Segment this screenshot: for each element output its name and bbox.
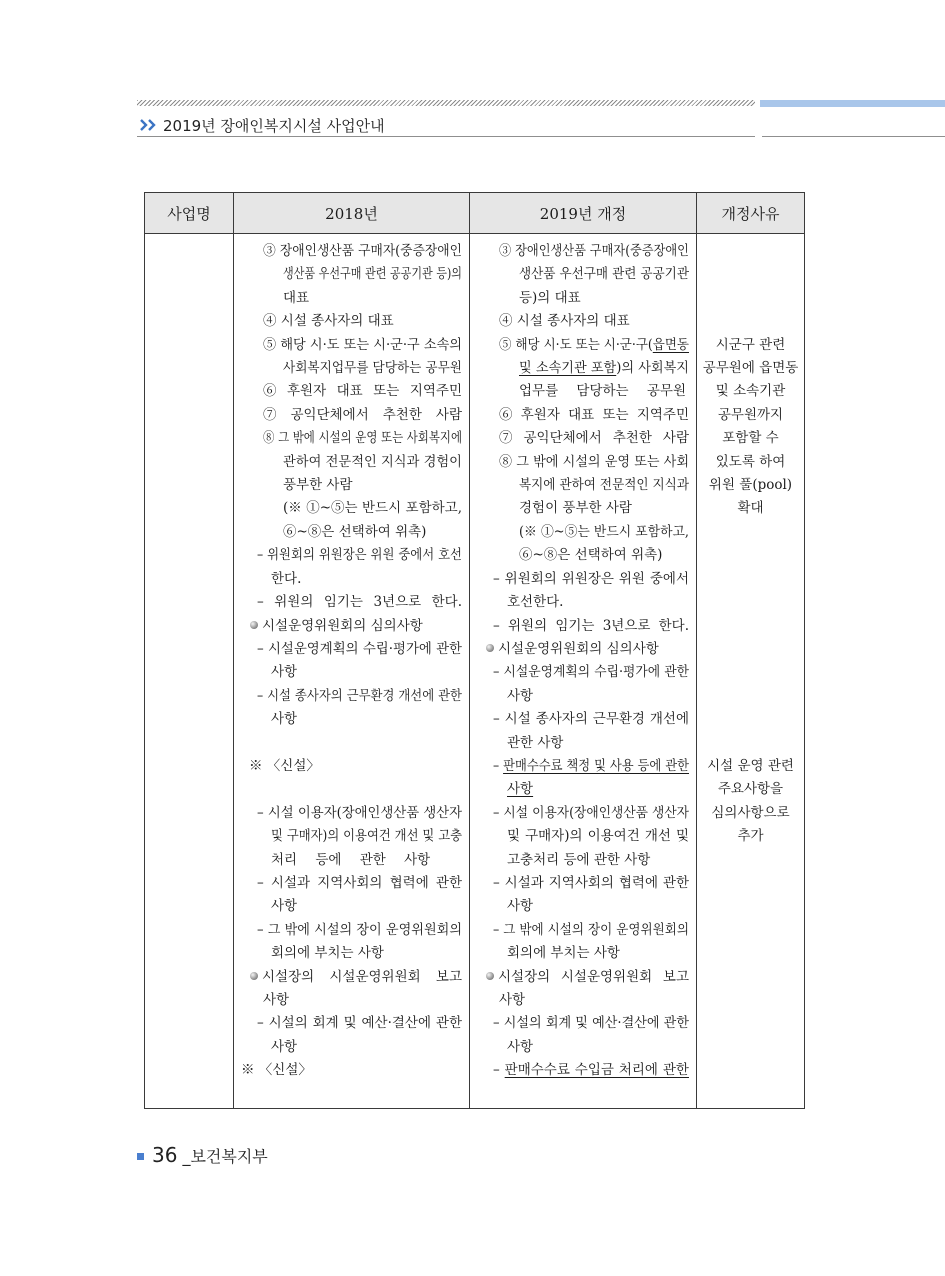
text-line: 사항 xyxy=(263,991,290,1008)
column-header-business-name: 사업명 xyxy=(145,193,234,234)
reason-group-committee-pool xyxy=(697,334,804,521)
text-line: 생산품 우선구매 관련 공공기관 등)의 xyxy=(283,266,462,283)
running-header xyxy=(140,114,385,136)
text-line: – 시설 종사자의 근무환경 개선에 관한 xyxy=(257,687,463,704)
text-line: 한다. xyxy=(271,570,302,587)
bullet-ball-icon xyxy=(486,972,494,980)
reason-line: 심의사항으로 xyxy=(711,804,790,821)
bullet-line-text: 시설운영위원회의 심의사항 xyxy=(262,617,423,634)
text-line: ⑥~⑧은 선택하여 위촉) xyxy=(283,523,427,540)
header-blue-bar xyxy=(760,100,945,107)
bullet-line xyxy=(250,615,423,638)
page-footer xyxy=(152,1143,268,1167)
table-header-row xyxy=(145,193,805,234)
text-line: 및 구매자)의 이용여건 개선 및 고충 xyxy=(271,828,463,845)
header-underline xyxy=(137,136,755,137)
text-segment: ⑤ 해당 시·도 또는 시·군·구( xyxy=(499,336,653,353)
text-line: ⑥ 후원자 대표 또는 지역주민 xyxy=(263,383,462,400)
text-line: – 시설의 회계 및 예산·결산에 관한 xyxy=(257,1015,462,1032)
bullet-ball-icon xyxy=(250,621,258,629)
text-line: – 시설과 지역사회의 협력에 관한 xyxy=(493,874,690,891)
reason-line: 포함할 수 xyxy=(722,430,779,447)
reason-line: 공무원까지 xyxy=(717,406,784,423)
text-line: ⑧ 그 밖에 시설의 운영 또는 사회복지에 xyxy=(263,430,463,447)
text-line: – 시설의 회계 및 예산·결산에 관한 xyxy=(493,1015,689,1032)
column-header-revision-reason: 개정사유 xyxy=(697,193,805,234)
running-header-title: 2019년 장애인복지시설 사업안내 xyxy=(163,116,385,135)
text-line: 관하여 전문적인 지식과 경험이 xyxy=(283,453,462,470)
new-provision-note: ※ 〈신설〉 xyxy=(249,757,320,774)
reason-line: 및 소속기관 xyxy=(715,383,786,400)
text-line: 등)의 대표 xyxy=(519,289,581,306)
column-header-2019-revision: 2019년 개정 xyxy=(470,193,697,234)
text-line: ⑧ 그 밖에 시설의 운영 또는 사회 xyxy=(499,453,689,470)
reason-line: 주요사항을 xyxy=(717,781,784,798)
cell-revision-reason xyxy=(697,234,805,1109)
text-line: – 그 밖에 시설의 장이 운영위원회의 xyxy=(257,921,463,938)
text-line: – 시설운영계획의 수립·평가에 관한 xyxy=(257,640,462,657)
column-2018-lines xyxy=(234,234,469,1106)
text-line: 사항 xyxy=(271,898,298,915)
text-segment: – xyxy=(493,757,504,774)
text-line: 회의에 부치는 사항 xyxy=(507,945,620,962)
underlined-revision: 읍면동 xyxy=(652,336,689,353)
text-line xyxy=(493,1059,689,1082)
text-line xyxy=(493,755,689,778)
bullet-line-text: 시설장의 시설운영위원회 보고 xyxy=(498,968,689,985)
text-line: – 위원회의 위원장은 위원 중에서 xyxy=(493,570,690,587)
text-line: – 시설 이용자(장애인생산품 생산자 xyxy=(257,804,462,821)
text-line: 및 구매자)의 이용여건 개선 및 xyxy=(507,828,690,845)
text-line: – 위원회의 위원장은 위원 중에서 호선 xyxy=(257,547,463,564)
underlined-revision: 및 소속기관 포함 xyxy=(519,360,617,377)
publisher-name: _보건복지부 xyxy=(182,1147,268,1166)
text-segment: – xyxy=(493,1062,505,1079)
underlined-revision: 판매수수료 책정 및 사용 등에 관한 xyxy=(503,757,690,774)
cell-business-name xyxy=(145,234,234,1109)
text-line: 사항 xyxy=(271,711,298,728)
cell-2019-revision xyxy=(470,234,697,1109)
footer-square-icon xyxy=(137,1153,144,1160)
text-line: – 시설운영계획의 수립·평가에 관한 xyxy=(493,664,690,681)
text-line: 업무를 담당하는 공무원 xyxy=(519,383,686,400)
text-line: 생산품 우선구매 관련 공공기관 xyxy=(519,266,689,283)
column-business-name xyxy=(145,234,233,1106)
text-line: 고충처리 등에 관한 사항 xyxy=(507,851,651,868)
revision-comparison-table xyxy=(144,192,805,1109)
bullet-ball-icon xyxy=(250,972,258,980)
reason-line: 시설 운영 관련 xyxy=(707,757,794,774)
reason-group-review-items xyxy=(697,755,804,849)
text-line: ⑦ 공익단체에서 추천한 사람 xyxy=(499,430,689,447)
text-line: (※ ①~⑤는 반드시 포함하고, xyxy=(519,523,690,540)
text-line: (※ ①~⑤는 반드시 포함하고, xyxy=(283,500,462,517)
bullet-line xyxy=(250,966,462,989)
header-hatched-rule xyxy=(137,100,755,106)
text-line: 사항 xyxy=(507,1038,534,1055)
double-chevron-icon xyxy=(140,119,158,131)
column-reason-lines xyxy=(697,234,804,1106)
column-2019-lines xyxy=(470,234,696,1106)
text-line: ⑥~⑧은 선택하여 위촉) xyxy=(519,547,663,564)
text-line: ⑤ 해당 시·도 또는 시·군·구 소속의 xyxy=(263,336,462,353)
reason-line: 공무원에 읍면동 xyxy=(702,360,799,376)
bullet-line xyxy=(486,638,659,661)
bullet-ball-icon xyxy=(486,644,494,652)
text-line: ④ 시설 종사자의 대표 xyxy=(263,313,394,330)
new-provision-note: ※ 〈신설〉 xyxy=(241,1062,312,1079)
reason-line: 확대 xyxy=(737,500,764,517)
text-line: ③ 장애인생산품 구매자(중증장애인 xyxy=(499,243,689,259)
reason-line: 있도록 하여 xyxy=(715,453,786,470)
text-line xyxy=(507,778,533,801)
bullet-line xyxy=(486,966,689,989)
underlined-revision: 판매수수료 수입금 처리에 관한 xyxy=(504,1062,689,1079)
text-line: 관한 사항 xyxy=(507,734,564,751)
text-line: – 시설 이용자(장애인생산품 생산자 xyxy=(493,804,689,821)
text-line: 복지에 관하여 전문적인 지식과 xyxy=(519,477,689,494)
text-line: – 시설 종사자의 근무환경 개선에 xyxy=(493,711,690,728)
text-line: 사항 xyxy=(271,1038,298,1055)
underlined-revision: 사항 xyxy=(507,781,534,798)
reason-line: 시군구 관련 xyxy=(715,336,786,353)
table-body-row xyxy=(145,234,805,1109)
text-line: 풍부한 사람 xyxy=(283,477,353,494)
text-line: 회의에 부치는 사항 xyxy=(271,945,384,962)
text-line: – 위원의 임기는 3년으로 한다. xyxy=(257,594,463,611)
text-segment: )의 사회복지 xyxy=(616,360,689,377)
text-line: ③ 장애인생산품 구매자(중증장애인 xyxy=(263,243,462,259)
bullet-line-text: 시설운영위원회의 심의사항 xyxy=(498,640,659,657)
text-line: ⑥ 후원자 대표 또는 지역주민 xyxy=(499,406,689,423)
reason-line: 추가 xyxy=(737,828,764,845)
text-line: 사항 xyxy=(499,992,526,1008)
reason-line: 위원 풀(pool) xyxy=(708,477,793,494)
page-number: 36 xyxy=(152,1143,178,1167)
text-line: ⑦ 공익단체에서 추천한 사람 xyxy=(263,406,462,423)
text-line: ④ 시설 종사자의 대표 xyxy=(499,313,630,330)
text-line: 사항 xyxy=(507,898,534,915)
text-line: 호선한다. xyxy=(507,594,564,611)
text-line: 경험이 풍부한 사람 xyxy=(519,500,632,517)
cell-2018 xyxy=(234,234,470,1109)
text-line: – 위원의 임기는 3년으로 한다. xyxy=(493,617,690,634)
column-header-2018: 2018년 xyxy=(234,193,470,234)
text-line xyxy=(499,334,689,357)
text-line: 대표 xyxy=(283,289,310,306)
text-line: 처리 등에 관한 사항 xyxy=(271,851,431,868)
text-line: 사회복지업무를 담당하는 공무원 xyxy=(283,360,462,377)
text-line: – 그 밖에 시설의 장이 운영위원회의 xyxy=(493,921,690,938)
text-line: 사항 xyxy=(507,687,534,704)
header-underline-right xyxy=(762,136,945,137)
text-line xyxy=(519,357,689,380)
bullet-line-text: 시설장의 시설운영위원회 보고 xyxy=(262,968,462,985)
text-line: – 시설과 지역사회의 협력에 관한 xyxy=(257,874,463,891)
text-line: 사항 xyxy=(271,664,298,681)
